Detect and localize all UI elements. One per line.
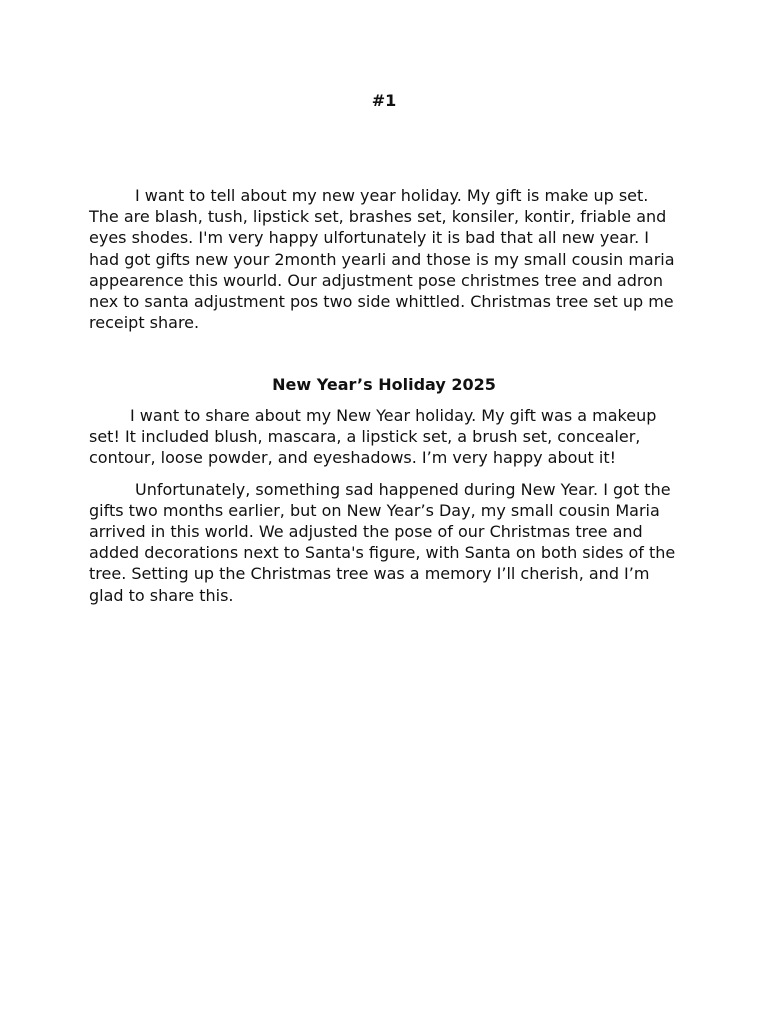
- rewrite-paragraph-2: Unfortunately, something sad happened during New Year. I got the gifts two months earlier, but on New Year’s Day, my small cousin Maria arrived in this world. We adjusted the pose of our Christmas tree and added decorations next to Santa's figure, with Santa on both sides of the tree. Setting up the Christmas tree was a memory I’ll cherish, and I’m glad to share this.: [89, 479, 676, 605]
- original-text-section: [89, 185, 681, 333]
- rewritten-text-section: [89, 375, 681, 616]
- original-paragraph: I want to tell about my new year holiday. My gift is make up set. The are blash, tush, lipstick set, brashes set, konsiler, kontir, friable and eyes shodes. I'm very happy ulfortunately it is bad that all new year. I had got gifts new your 2month yearli and those is my small cousin maria appearence this wourld. Our adjustment pose christmes tree and adron nex to santa adjustment pos two side whittled. Christmas tree set up me receipt share.: [89, 186, 675, 333]
- document-title: #1: [371, 91, 397, 110]
- section-heading: New Year’s Holiday 2025: [272, 375, 496, 394]
- document-page: [89, 0, 681, 1024]
- rewrite-paragraph-1: I want to share about my New Year holiday. My gift was a makeup set! It included blush, mascara, a lipstick set, a brush set, concealer, contour, loose powder, and eyeshadows. I’m very happy about it!: [89, 406, 657, 468]
